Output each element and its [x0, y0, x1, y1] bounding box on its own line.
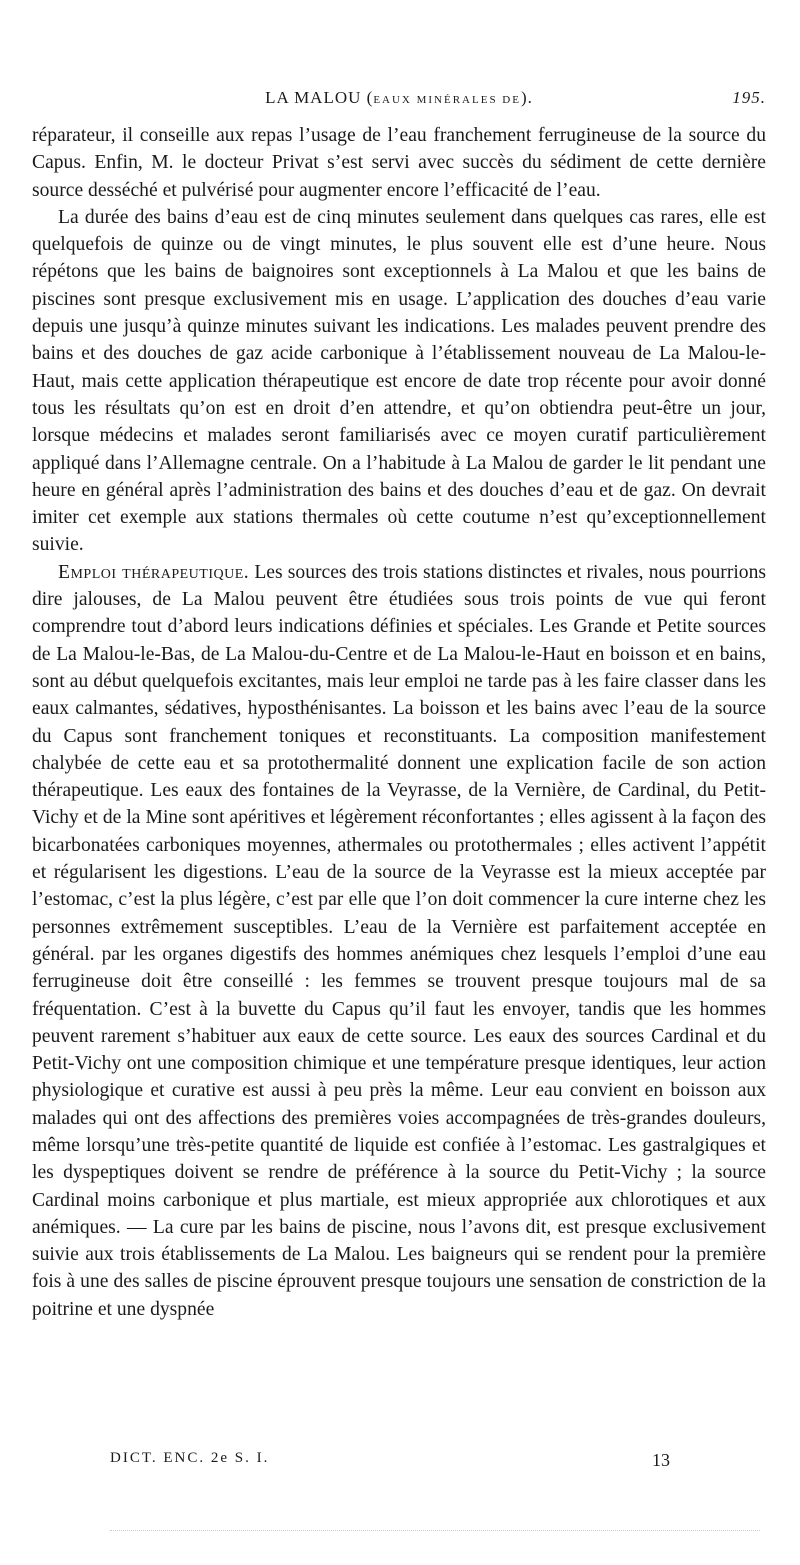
section-lead: Emploi thérapeutique.	[58, 561, 250, 583]
bottom-edge-specks	[110, 1530, 760, 1532]
sheet-number: 13	[652, 1450, 670, 1470]
running-head	[32, 88, 766, 122]
paragraph-3	[32, 559, 766, 1323]
running-title-main: LA MALOU (	[265, 88, 374, 107]
paragraph-1: réparateur, il conseille aux repas l’usage de l’eau franchement ferrugineuse de la source du Capus. Enfin, M. le docteur Privat s’est servi avec succès du sédiment de cette dernière source desséché et pulvérisé pour augmenter encore l’efficacité de l’eau.	[32, 125, 766, 201]
page	[32, 88, 766, 1323]
running-title-small: EAUX MINÉRALES DE	[373, 94, 521, 106]
paragraph-2: La durée des bains d’eau est de cinq minutes seulement dans quelques cas rares, elle est quelquefois de quinze ou de vingt minutes, le plus souvent elle est d’une heure. Nous répétons que les bains de baignoires sont exceptionnels à La Malou et que les bains de piscines sont presque exclusivement mis en usage. L’application des douches d’eau varie depuis une jusqu’à quinze minutes suivant les indications. Les malades peuvent prendre des bains et des douches de gaz acide carbonique à l’établissement nouveau de La Malou-le-Haut, mais cette application thérapeutique est encore de date trop récente pour avoir donné tous les résultats qu’on est en droit d’en attendre, et qu’on obtiendra peut-être un jour, lorsque médecins et malades seront familiarisés avec ce moyen curatif particulièrement appliqué dans l’Allemagne centrale. On a l’habitude à La Malou de garder le lit pendant une heure en général après l’administration des bains et des douches d’eau et de gaz. On devrait imiter cet exemple aux stations thermales où cette coutume n’est qu’exceptionnellement suivie.	[32, 206, 766, 556]
printer-signature: DICT. ENC. 2e S. I.	[110, 1450, 270, 1466]
paragraph-3-text: Les sources des trois stations distinctes et rivales, nous pourrions dire jalouses, de La Malou peuvent être étudiées sous trois points de vue qui feront comprendre tout d’abord leurs indications définies et spéciales. Les Grande et Petite sources de La Malou-le-Bas, de La Malou-du-Centre et de La Malou-le-Haut en boisson et en bains, sont au début quelquefois excitantes, mais leur emploi ne tarde pas à les faire classer dans les eaux calmantes, sédatives, hyposthénisantes. La boisson et les bains avec l’eau de la source du Capus sont franchement toniques et reconstituants. La composition manifestement chalybée de cette eau et sa protothermalité donnent une explication facile de son action thérapeutique. Les eaux des fontaines de la Veyrasse, de la Vernière, de Cardinal, du Petit-Vichy et de la Mine sont apéritives et légèrement réconfortantes ; elles agissent à la façon des bicarbonatées carboniques moyennes, athermales ou protothermales ; elles activent l’appétit et régularisent les digestions. L’eau de la source de la Veyrasse est la mieux acceptée par l’estomac, c’est la plus légère, c’est par elle que l’on doit commencer la cure interne chez les personnes extrêmement susceptibles. L’eau de la Vernière est parfaitement acceptée en général. par les organes digestifs des hommes anémiques chez lesquels l’emploi d’une eau ferrugineuse doit être conseillé : les femmes se trouvent presque toujours mal de sa fréquentation. C’est à la buvette du Capus qu’il faut les envoyer, tandis que les hommes peuvent rarement s’habituer aux eaux de cette source. Les eaux des sources Cardinal et du Petit-Vichy ont une composition chimique et une température presque identiques, leur action physiologique et curative est aussi à peu près la même. Leur eau convient en boisson aux malades qui ont des affections des premières voies accompagnées de très-grandes douleurs, même lorsqu’une très-petite quantité de liquide est confiée à l’estomac. Les gastralgiques et les dyspeptiques doivent se rendre de préférence à la source du Petit-Vichy ; la source Cardinal moins carbonique et plus martiale, est mieux appropriée aux chlorotiques et aux anémiques. — La cure par les bains de piscine, nous l’avons dit, est presque exclusivement suivie aux trois établissements de La Malou. Les baigneurs qui se rendent pour la première fois à une des salles de piscine éprouvent presque toujours une sensation de constriction de la poitrine et une dyspnée	[32, 561, 767, 1320]
page-number: 195.	[732, 88, 766, 107]
footer	[110, 1450, 670, 1474]
running-title	[32, 88, 766, 108]
running-title-end: ).	[520, 88, 533, 107]
